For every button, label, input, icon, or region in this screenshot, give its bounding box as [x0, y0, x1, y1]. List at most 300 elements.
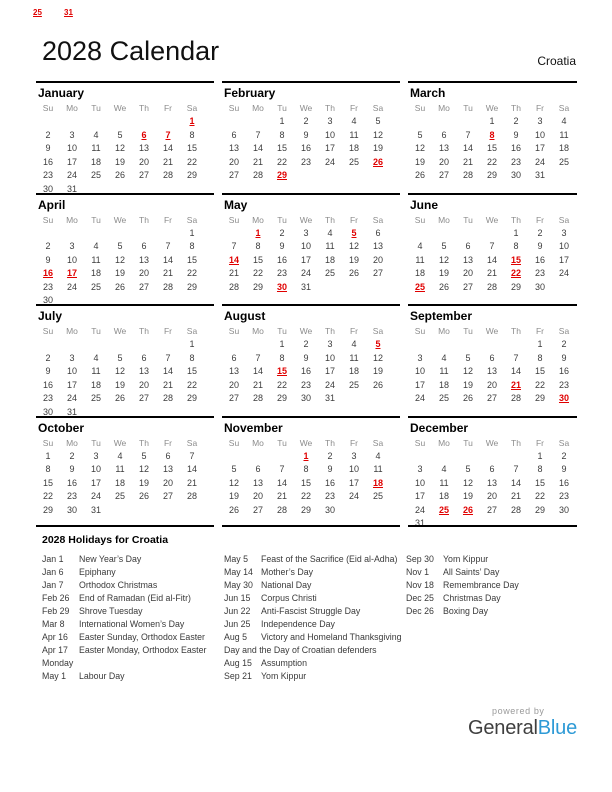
date-cell: 17	[66, 268, 77, 278]
date-cell: 19	[114, 379, 125, 390]
date-cell: 20	[486, 491, 497, 501]
weekday-label: Fr	[349, 437, 359, 448]
weekday-label: Sa	[372, 103, 384, 113]
date-cell: 7	[165, 129, 171, 140]
dates-grid	[36, 338, 214, 416]
date-cell: 5	[441, 241, 447, 251]
holiday-name: Easter Monday, Orthodox Easter	[79, 645, 207, 655]
holiday-name: Mother’s Day	[261, 567, 313, 577]
date-cell	[456, 406, 480, 416]
holiday-date: Dec 26	[406, 606, 434, 616]
date-cell: 12	[462, 366, 473, 376]
holiday-name: New Year’s Day	[79, 554, 142, 564]
date-cell: 21	[186, 477, 197, 488]
holiday-row	[42, 670, 222, 683]
date-cell	[36, 227, 60, 241]
date-cell	[246, 338, 270, 352]
weekday-label: Fr	[349, 103, 359, 113]
dates-grid	[222, 115, 400, 193]
date-cell	[408, 406, 432, 416]
date-cell	[108, 406, 132, 416]
date-cell	[408, 450, 432, 464]
date-cell	[432, 338, 456, 352]
date-cell: 2	[45, 129, 51, 140]
date-cell	[366, 406, 390, 416]
date-cell: 21	[162, 379, 173, 390]
date-cell	[528, 517, 552, 527]
date-cell: 20	[138, 156, 149, 167]
date-cell: 8	[489, 129, 495, 140]
date-cell: 8	[303, 464, 309, 474]
dates-grid	[222, 338, 400, 416]
date-cell: 12	[114, 254, 125, 265]
date-cell	[222, 227, 246, 241]
date-cell	[342, 183, 366, 193]
holiday-date: Jan 7	[42, 580, 64, 590]
weekday-label: Th	[325, 214, 335, 225]
date-cell: 4	[441, 352, 447, 363]
date-cell: 1	[489, 116, 495, 126]
date-cell	[132, 115, 156, 129]
date-cell	[84, 517, 108, 527]
date-cell	[342, 504, 366, 518]
date-cell	[84, 406, 108, 416]
date-cell	[246, 115, 270, 129]
date-cell	[552, 183, 576, 193]
weekday-label: Fr	[163, 437, 173, 448]
holiday-date: Sep 30	[406, 554, 434, 564]
date-cell: 21	[462, 156, 473, 167]
date-cell: 13	[486, 477, 497, 488]
month-name: November	[224, 420, 283, 435]
date-cell: 21	[510, 491, 521, 501]
date-cell: 7	[279, 464, 285, 474]
date-cell	[108, 115, 132, 129]
date-cell: 26	[414, 170, 425, 180]
date-cell: 28	[252, 393, 263, 403]
date-cell: 28	[510, 393, 521, 403]
date-cell	[156, 338, 180, 352]
date-cell	[528, 406, 552, 416]
date-cell: 13	[228, 143, 239, 153]
date-cell: 30	[558, 504, 569, 515]
date-cell: 16	[42, 156, 53, 167]
date-cell: 29	[186, 170, 197, 180]
date-cell: 10	[558, 241, 569, 251]
weekday-header-row	[408, 325, 577, 338]
date-cell	[180, 183, 204, 193]
holiday-date: Jan 1	[42, 554, 64, 564]
date-cell: 30	[66, 504, 77, 515]
date-cell: 2	[327, 450, 333, 461]
date-cell	[108, 517, 132, 527]
weekday-header-row	[222, 102, 400, 115]
date-cell: 7	[255, 352, 261, 363]
date-cell	[408, 294, 432, 304]
date-cell: 5	[465, 464, 471, 474]
month-september	[408, 304, 577, 416]
date-cell: 14	[252, 143, 263, 153]
date-cell: 28	[276, 504, 287, 515]
date-cell: 17	[414, 379, 425, 390]
date-cell: 12	[348, 241, 359, 251]
date-cell: 5	[117, 352, 123, 363]
date-cell: 22	[186, 379, 197, 390]
date-cell: 25	[438, 393, 449, 403]
date-cell: 4	[375, 450, 381, 461]
date-cell: 25	[90, 170, 101, 180]
date-cell: 4	[93, 129, 99, 140]
date-cell: 13	[138, 143, 149, 153]
date-cell: 12	[372, 129, 383, 140]
date-cell: 1	[513, 227, 519, 238]
date-cell: 24	[348, 491, 359, 501]
holiday-name: Assumption	[261, 658, 307, 668]
month-april	[36, 193, 214, 305]
weekday-label: We	[485, 214, 499, 225]
weekday-label: Sa	[186, 214, 198, 225]
date-cell: 15	[510, 254, 521, 265]
weekday-header-row	[408, 214, 577, 227]
date-cell: 29	[252, 281, 263, 292]
date-cell: 10	[348, 464, 359, 474]
weekday-label: We	[485, 437, 499, 448]
date-cell: 26	[228, 504, 239, 515]
holiday-name: Yom Kippur	[443, 554, 489, 564]
holiday-row	[224, 670, 404, 683]
date-cell	[294, 183, 318, 193]
holiday-date: Feb 26	[42, 593, 70, 603]
date-cell: 2	[45, 241, 51, 251]
date-cell	[432, 406, 456, 416]
date-cell: 21	[276, 491, 287, 501]
date-cell: 3	[69, 129, 75, 140]
weekday-label: Su	[42, 214, 54, 225]
weekday-label: Th	[511, 103, 521, 113]
date-cell: 3	[327, 339, 333, 349]
date-cell: 10	[414, 477, 425, 488]
date-cell: 11	[115, 464, 125, 474]
holiday-date: Aug 5	[224, 632, 247, 642]
date-cell	[366, 281, 390, 295]
weekday-label: Su	[228, 326, 240, 336]
holiday-row	[224, 566, 404, 579]
date-cell	[156, 504, 180, 518]
date-cell: 21	[252, 379, 263, 390]
date-cell: 3	[303, 227, 309, 238]
date-cell: 11	[91, 143, 101, 153]
holiday-row	[406, 592, 577, 605]
dates-grid	[408, 227, 577, 305]
date-cell: 27	[138, 170, 149, 180]
weekday-label: Mo	[252, 103, 264, 113]
date-cell: 7	[189, 450, 195, 461]
weekday-label: Tu	[91, 437, 101, 448]
date-cell: 9	[69, 464, 75, 474]
date-cell	[132, 227, 156, 241]
date-cell: 10	[534, 129, 545, 140]
date-cell: 2	[45, 352, 51, 363]
date-cell: 9	[537, 241, 543, 251]
date-cell: 23	[510, 156, 521, 167]
date-cell: 9	[45, 254, 51, 265]
date-cell	[480, 183, 504, 193]
date-cell: 11	[91, 254, 101, 265]
month-december	[408, 416, 577, 528]
date-cell: 22	[300, 491, 311, 501]
dates-grid	[408, 450, 577, 528]
date-cell: 18	[348, 143, 359, 153]
holiday-column	[42, 553, 222, 683]
date-cell: 11	[349, 129, 359, 140]
date-cell: 11	[325, 241, 335, 251]
date-cell: 23	[42, 170, 53, 180]
date-cell: 18	[90, 268, 101, 278]
date-cell: 23	[276, 268, 287, 278]
date-cell	[504, 517, 528, 527]
date-cell: 23	[42, 281, 53, 292]
date-cell	[156, 517, 180, 527]
date-cell: 3	[69, 241, 75, 251]
holiday-name: Easter Sunday, Orthodox Easter	[79, 632, 205, 642]
weekday-label: We	[485, 326, 499, 336]
date-cell: 12	[462, 477, 473, 488]
date-cell: 15	[186, 366, 197, 376]
holiday-date: Jun 22	[224, 606, 251, 616]
date-cell: 12	[114, 366, 125, 376]
date-cell: 3	[561, 227, 567, 238]
date-cell: 4	[561, 116, 567, 126]
date-cell: 8	[537, 464, 543, 474]
date-cell: 20	[162, 477, 173, 488]
date-cell: 13	[462, 254, 473, 265]
weekday-label: Sa	[186, 437, 198, 448]
date-cell	[528, 183, 552, 193]
date-cell	[432, 227, 456, 241]
weekday-label: Fr	[535, 214, 545, 225]
weekday-header-row	[222, 437, 400, 450]
month-july	[36, 304, 214, 416]
weekday-label: We	[113, 437, 127, 448]
dates-grid	[408, 115, 577, 193]
holiday-date: Apr 17	[42, 645, 68, 655]
date-cell	[432, 115, 456, 129]
weekday-label: Su	[42, 326, 54, 336]
date-cell: 8	[279, 352, 285, 363]
date-cell	[366, 504, 390, 518]
weekday-header-row	[408, 102, 577, 115]
date-cell: 16	[558, 366, 569, 376]
date-cell	[270, 517, 294, 527]
date-cell: 15	[252, 254, 263, 265]
date-cell: 16	[510, 143, 521, 153]
date-cell: 12	[138, 464, 149, 474]
dates-grid	[222, 450, 400, 528]
date-cell: 22	[186, 268, 197, 278]
weekday-label: Sa	[186, 103, 198, 113]
month-name: March	[410, 86, 446, 100]
date-cell: 13	[438, 143, 449, 153]
date-cell: 7	[513, 352, 519, 363]
date-cell: 8	[189, 129, 195, 140]
date-cell: 17	[300, 254, 311, 265]
date-cell: 19	[114, 268, 125, 278]
month-name: December	[410, 420, 469, 435]
date-cell: 28	[462, 170, 473, 180]
date-cell	[432, 294, 456, 304]
date-cell: 23	[558, 379, 569, 390]
weekday-label: Mo	[252, 326, 264, 336]
date-cell: 7	[489, 241, 495, 251]
date-cell: 9	[561, 464, 567, 474]
weekday-label: Mo	[438, 214, 450, 225]
month-march	[408, 81, 577, 193]
date-cell: 1	[255, 227, 261, 238]
date-cell: 20	[252, 491, 263, 501]
date-cell	[318, 406, 342, 416]
month-november	[222, 416, 400, 528]
holiday-row	[224, 605, 404, 618]
date-cell: 20	[438, 156, 449, 167]
weekday-header-row	[36, 214, 214, 227]
date-cell: 5	[417, 129, 423, 140]
date-cell: 15	[276, 366, 287, 376]
date-cell: 15	[486, 143, 497, 153]
date-cell: 1	[537, 450, 543, 461]
holiday-date: Jun 15	[224, 593, 251, 603]
date-cell: 10	[324, 129, 335, 140]
date-cell: 22	[486, 156, 497, 167]
weekday-label: Fr	[163, 326, 173, 336]
date-cell: 18	[372, 477, 383, 488]
weekday-label: Th	[511, 214, 521, 225]
date-cell: 4	[441, 464, 447, 474]
date-cell	[132, 294, 156, 304]
date-cell: 8	[279, 129, 285, 140]
date-cell: 1	[537, 339, 543, 349]
date-cell	[552, 517, 576, 527]
weekday-label: Sa	[558, 214, 570, 225]
date-cell	[60, 115, 84, 129]
month-name: May	[224, 197, 248, 212]
date-cell	[270, 183, 294, 193]
weekday-header-row	[222, 325, 400, 338]
date-cell: 11	[559, 129, 569, 140]
holidays-title: 2028 Holidays for Croatia	[42, 534, 169, 546]
date-cell	[342, 281, 366, 295]
date-cell	[504, 294, 528, 304]
dates-grid	[36, 227, 214, 305]
date-cell: 5	[351, 227, 357, 238]
date-cell: 29	[534, 504, 545, 515]
weekday-label: Fr	[163, 103, 173, 113]
date-cell	[294, 406, 318, 416]
date-cell: 29	[510, 281, 521, 292]
date-cell: 5	[117, 129, 123, 140]
date-cell: 27	[486, 504, 497, 515]
date-cell: 18	[90, 156, 101, 167]
date-cell: 16	[66, 477, 77, 488]
date-cell: 16	[534, 254, 545, 265]
date-cell: 4	[93, 352, 99, 363]
date-cell: 10	[66, 254, 77, 265]
date-cell: 9	[303, 352, 309, 363]
date-cell	[342, 392, 366, 406]
date-cell: 25	[414, 281, 425, 292]
date-cell: 1	[45, 450, 51, 461]
date-cell: 25	[348, 379, 359, 390]
date-cell	[270, 406, 294, 416]
date-cell: 22	[534, 379, 545, 390]
holiday-row	[406, 605, 577, 618]
holiday-date: May 5	[224, 554, 248, 564]
brand-logo	[468, 717, 577, 740]
date-cell	[60, 338, 84, 352]
date-cell: 27	[162, 491, 173, 501]
holiday-row	[406, 566, 577, 579]
date-cell: 11	[349, 352, 359, 363]
brand-footer	[468, 706, 577, 740]
holiday-name: Anti-Fascist Struggle Day	[261, 606, 361, 616]
holiday-row	[42, 618, 222, 631]
weekday-label: We	[299, 326, 313, 336]
date-cell: 27	[252, 504, 263, 515]
date-cell	[480, 450, 504, 464]
date-cell	[156, 183, 180, 193]
date-cell: 27	[372, 268, 383, 278]
date-cell: 19	[348, 254, 359, 265]
date-cell: 30	[42, 295, 53, 304]
weekday-header-row	[36, 325, 214, 338]
month-name: April	[38, 197, 66, 212]
weekday-header-row	[36, 102, 214, 115]
date-cell: 11	[91, 366, 101, 376]
date-cell: 11	[415, 254, 425, 265]
date-cell	[408, 183, 432, 193]
date-cell: 31	[90, 504, 101, 515]
powered-by-label: powered by	[492, 706, 545, 716]
date-cell: 19	[438, 268, 449, 278]
month-february	[222, 81, 400, 193]
date-cell: 7	[465, 129, 471, 140]
date-cell: 16	[558, 477, 569, 488]
date-cell: 2	[537, 227, 543, 238]
holiday-name: Remembrance Day	[443, 580, 519, 590]
weekday-label: Tu	[463, 214, 473, 225]
date-cell: 26	[114, 170, 125, 180]
date-cell: 30	[42, 183, 53, 193]
holiday-row	[224, 618, 404, 631]
date-cell: 22	[276, 379, 287, 390]
date-cell: 10	[414, 366, 425, 376]
weekday-label: Mo	[66, 214, 78, 225]
date-cell	[342, 294, 366, 304]
date-cell: 10	[324, 352, 335, 363]
date-cell: 26	[462, 393, 473, 403]
date-cell: 23	[534, 268, 545, 278]
date-cell: 14	[162, 143, 173, 153]
date-cell	[342, 169, 366, 183]
date-cell	[222, 406, 246, 416]
date-cell: 24	[324, 379, 335, 390]
date-cell	[504, 406, 528, 416]
date-cell: 7	[255, 129, 261, 140]
date-cell: 2	[303, 339, 309, 349]
date-cell: 24	[324, 156, 335, 167]
date-cell: 17	[558, 254, 569, 265]
date-cell: 13	[138, 366, 149, 376]
date-cell: 10	[66, 143, 77, 153]
